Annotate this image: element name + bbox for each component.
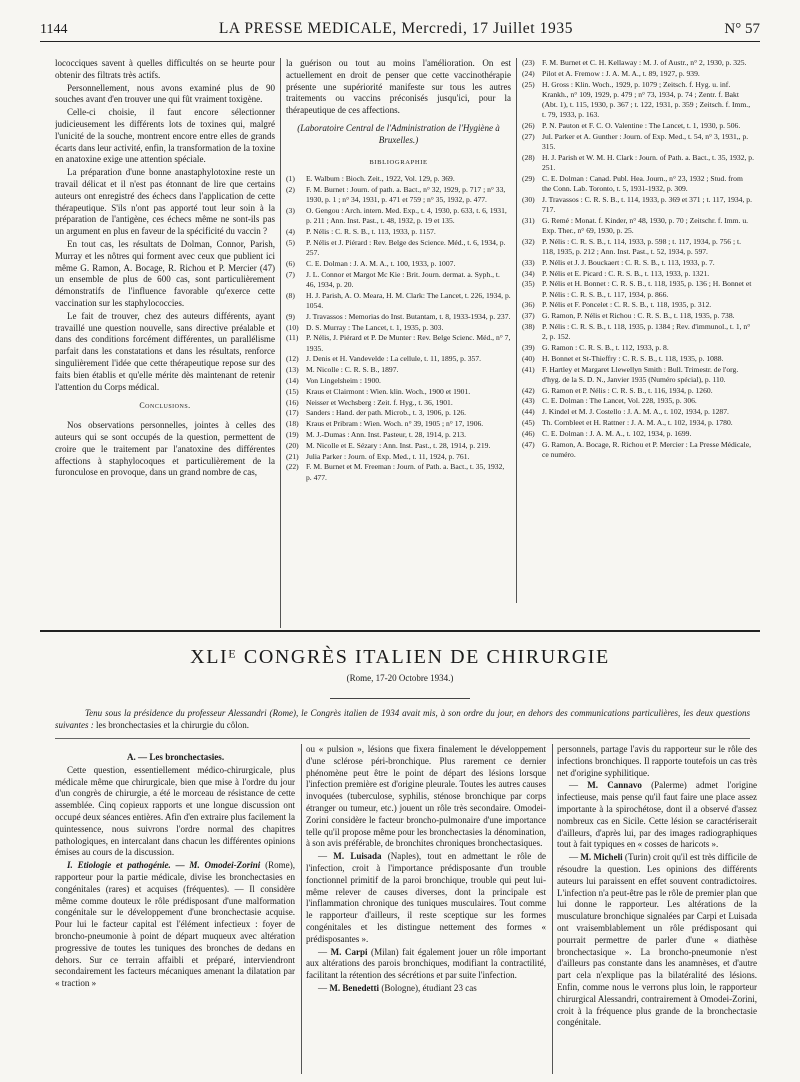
paragraph: Le fait de trouver, chez des auteurs différents, ayant travaillé une question nouvelle, sans directive préalable et dans des conditions forcément différentes, un parallélisme parfait dans les constatations et dans les résultats, renforce singulièrement l'idée que cette thérapeutique repose sur des faits bien établis et qu'elle mérite dès maintenant de retenir l'attention du Corps médical. <box>55 310 275 392</box>
bibliography-entry <box>522 279 754 299</box>
column-divider <box>516 58 517 603</box>
issue-number: N° 57 <box>724 21 760 37</box>
entry-text: C. E. Dolman : J. A. M. A., t. 102, 1934, p. 1699. <box>542 428 692 438</box>
section-rule <box>55 738 750 739</box>
entry-text: J. Travassos : Memorias do Inst. Butantam, t. 8, 1933-1934, p. 237. <box>306 311 511 321</box>
bibliography-entry <box>286 323 511 333</box>
entry-number: (29) <box>522 173 535 183</box>
entry-number: (46) <box>522 428 535 438</box>
bibliography-heading: BIBLIOGRAPHIE <box>369 158 428 166</box>
entry-number: (24) <box>522 68 535 78</box>
bibliography-entry <box>522 343 754 353</box>
entry-number: (1) <box>286 174 295 184</box>
congress-column-2: ou « pulsion », lésions que fixera finalement le développement d'une sclérose péri-bronchique. Plus rarement ce dernier phénomène peut être le point de départ des lésions lorsque l'infection première est d'origine pleurale. Toutes les autres causes invoquées (tuberculose, syphilis, sténose bronchique par corps étranger ou tumeur, etc.) jouent un rôle très secondaire. Omodei-Zorini considère le facteur broncho-pulmonaire d'une importance telle qu'il propose même pour les bronchectasies la dénomination, à son avis préférable, de bronchites chroniques bronchectasiques. — M. Luisada (Naples), tout en admettant le rôle de l'infection, croit à l'importance prédisposante d'un trouble fonctionnel primitif de la paroi bronchique, trouble qui peut lui-même relever de causes diverses, dont la principale est l'inflammation chronique des tuniques musculaires. Tout comme le rapporteur d'ailleurs, il reste sceptique sur les formes congénitales et les distingue nettement des formes « prédisposantes ». — M. Carpi (Milan) fait également jouer un rôle important aux altérations des parois bronchiques, modifiant la contractilité, facilitant la rétention des sécrétions et par suite l'infection. — M. Benedetti (Bologne), étudiant 23 cas <box>306 744 546 993</box>
entry-text: M. Nicolle : C. R. S. B., 1897. <box>306 365 399 375</box>
section-rule <box>40 630 760 632</box>
bibliography-entry <box>522 69 754 79</box>
entry-text: J. Denis et H. Vandevelde : La cellule, t. 11, 1895, p. 357. <box>306 354 482 364</box>
entry-number: (18) <box>286 419 299 429</box>
entry-text: E. Walbum : Bioch. Zeit., 1922, Vol. 129, p. 369. <box>306 174 455 184</box>
entry-text: G. Ramon, A. Bocage, R. Richou et P. Mercier : La Presse Médicale, ce numéro. <box>542 439 751 459</box>
bibliography-entry <box>522 365 754 385</box>
bibliography-entry <box>286 333 511 353</box>
paragraph: Celle-ci choisie, il faut encore sélectionner judicieusement les différents lots de toxines qui, malgré l'unicité de la souche, montrent encore entre elles de grands écarts dans leur activité, enfin, la transformation de la toxine en anatoxine exige une attention spéciale. <box>55 107 275 165</box>
entry-number: (47) <box>522 439 535 449</box>
bibliography-entry <box>286 376 511 386</box>
paragraph: Personnellement, nous avons examiné plus de 90 souches avant d'en trouver une qui fût vraiment toxigène. <box>55 82 275 105</box>
entry-text: P. Nélis et F. Poncelet : C. R. S. B., t. 118, 1935, p. 312. <box>542 300 712 310</box>
entry-text: H. J. Parish et W. M. H. Clark : Journ. of Path. a. Bact., t. 35, 1932, p. 251. <box>542 152 754 172</box>
entry-text: P. Nélis : C. R. S. B., t. 118, 1935, p. 1384 ; Rev. d'immunol., t. 1, n° 2, p. 152. <box>542 321 751 342</box>
paragraph-text: (Palerme) admet l'origine infectieuse, mais pense qu'il faut faire une place assez importante à la spirochétose, dont il a observé d'assez nombreux cas en Sicile. Cette lésion se caractériserait d'ailleurs, d'après lui, par des images radiographiques tout à fait typiques en « cosses de haricots ». <box>557 780 757 850</box>
column-divider <box>301 744 302 1074</box>
page-header <box>40 20 760 42</box>
bibliography-entry <box>286 398 511 408</box>
conclusions-heading: Conclusions. <box>139 401 191 411</box>
entry-text: P. Nélis et J. Piérard : Rev. Belge des Science. Méd., t. 6, 1934, p. 257. <box>306 237 506 258</box>
entry-number: (34) <box>522 268 535 278</box>
bibliography-entry <box>522 80 754 121</box>
bibliography-entry <box>522 386 754 396</box>
entry-text: Julia Parker : Journ. of Exp. Med., t. 11, 1924, p. 761. <box>306 451 470 461</box>
bibliography-entry <box>522 396 754 406</box>
short-rule <box>330 698 470 699</box>
bibliography-entry <box>522 311 754 321</box>
section-heading: A. — Les bronchectasies. <box>127 752 225 762</box>
entry-text: H. J. Parish, A. O. Meara, H. M. Clark: The Lancet, t. 226, 1934, p. 1054. <box>306 290 511 310</box>
paragraph-text: (Bologne), étudiant 23 cas <box>379 982 477 993</box>
paragraph: la guérison ou tout au moins l'amélioration. On est actuellement en droit de penser que cette vaccinothérapie présente une supériorité manifeste sur tous les autres traitements ou vaccins préconisés jusqu'ici, pour la thérapeutique de ces affections. <box>286 58 511 116</box>
paragraph-text: (Rome), rapporteur pour la partie médicale, divise les bronchectasies en congénitales (rares) et acquises (fréquentes). — Il considère même comme douteux le rôle prédisposant d'une malformation congénitale sur le développement d'une bronchectasie acquise. Pour lui le facteur capital est l'élément infectieux : foyer de broncho-pneumonie à point de départ muqueux avec altération progressive de toutes les tuniques des bronches de dedans en dehors. Sur ce terrain affaibli et préparé, interviendront secondairement les facteurs mécaniques amenant la dilatation par « traction » <box>55 860 295 989</box>
entry-number: (35) <box>522 279 535 289</box>
paragraph-text: (Milan) fait également jouer un rôle important aux altérations des parois bronchiques, modifiant la contractilité, facilitant la rétention des sécrétions et par suite l'infection. <box>306 946 546 981</box>
bibliography-entry <box>522 153 754 173</box>
bibliography-entry <box>286 206 511 226</box>
entry-text: G. Remé : Monat. f. Kinder, n° 48, 1930, p. 70 ; Zeitschr. f. Imm. u. Exp. Ther., n° 69, 1930, p. 25. <box>542 215 749 235</box>
speaker-name: M. Carpi <box>330 946 368 957</box>
entry-text: F. Hartley et Margaret Llewellyn Smith : Bull. Trimestr. de l'org. d'hyg. de la S. D. N., Janvier 1935 (Numéro spécial), p. 110. <box>542 364 739 384</box>
entry-number: (31) <box>522 215 535 225</box>
entry-text: H. Bonnet et St-Thieffry : C. R. S. B., t. 118, 1935, p. 1088. <box>542 353 724 363</box>
bibliography-entry <box>286 227 511 237</box>
bibliography-entry <box>522 440 754 460</box>
entry-number: (15) <box>286 386 299 396</box>
speaker-name: M. Cannavo <box>587 780 642 791</box>
paragraph: ou « pulsion », lésions que fixera finalement le développement d'une sclérose péri-bronchique. Plus rarement ce dernier phénomène peut être le point de départ des lésions lorsque l'infection première est d'origine pleurale. Toutes les autres causes invoquées (tuberculose, syphilis, sténose bronchique par corps étranger ou tumeur, etc.) jouent un rôle très secondaire. Omodei-Zorini considère le facteur broncho-pulmonaire d'une importance telle qu'il propose même pour les bronchectasies la dénomination, à son avis préférable, de bronchites chroniques bronchectasiques. <box>306 744 546 849</box>
entry-number: (26) <box>522 121 535 130</box>
entry-number: (22) <box>286 462 299 472</box>
entry-number: (32) <box>522 236 535 246</box>
entry-number: (4) <box>286 227 295 237</box>
entry-text: J. Travassos : C. R. S. B., t. 114, 1933, p. 369 et 371 ; t. 117, 1934, p. 717. <box>542 194 752 214</box>
entry-text: C. E. Dolman : The Lancet, Vol. 228, 1935, p. 306. <box>542 396 697 406</box>
speaker-name: M. Benedetti <box>329 982 380 993</box>
bibliography-entry <box>286 259 511 269</box>
entry-text: M. Nicolle et E. Sézary : Ann. Inst. Past., t. 28, 1914, p. 219. <box>306 440 491 450</box>
bibliography-entry <box>522 269 754 279</box>
entry-number: (3) <box>286 206 295 216</box>
bibliography-entry <box>286 462 511 482</box>
congress-title: XLIᴱ CONGRÈS ITALIEN DE CHIRURGIE <box>190 646 610 668</box>
bibliography-entry <box>286 185 511 205</box>
article-column-2 <box>286 58 511 628</box>
entry-number: (16) <box>286 397 299 407</box>
paragraph: lococciques savent à quelles difficultés on se heurte pour obtenir des filtrats très actifs. <box>55 58 275 80</box>
bibliography-entry <box>522 237 754 257</box>
entry-number: (45) <box>522 417 535 427</box>
entry-number: (5) <box>286 237 295 247</box>
entry-number: (33) <box>522 257 535 267</box>
bibliography-entry <box>522 429 754 439</box>
entry-text: F. M. Burnet et C. H. Kellaway : M. J. of Austr., n° 2, 1930, p. 325. <box>542 58 747 67</box>
entry-number: (6) <box>286 258 295 268</box>
bibliography-entry <box>286 441 511 451</box>
publication-title: LA PRESSE MEDICALE, Mercredi, 17 Juillet 1935 <box>218 20 574 37</box>
bibliography-entry <box>522 132 754 152</box>
bibliography-entry <box>286 291 511 311</box>
bibliography-entry <box>286 354 511 364</box>
paragraph: En tout cas, les résultats de Dolman, Connor, Parish, Murray et les nôtres qui forment avec ceux que publient ici même G. Ramon, A. Bocage, R. Richou et P. Mercier (47) un ensemble de plus de 600 cas, sont particulièrement démonstratifs de l'influence favorable qu'exerce cette vaccination sur les staphylococcies. <box>55 238 275 308</box>
entry-text: C. E. Dolman : Canad. Publ. Hea. Journ., n° 23, 1932 ; Stud. from the Conn. Lab. Toronto, t. 5, 1931-1932, p. 309. <box>542 173 743 193</box>
entry-number: (43) <box>522 396 535 406</box>
paragraph-text: (Turin) croit qu'il est très difficile de résoudre la question. Les opinions des différents auteurs lui paraissent en effet souvent contradictoires. L'infection n'a peut-être pas le rôle de premier plan que lui donne le rapporteur. Les altérations de la musculature bronchique signalées par Carpi et Luisada ont vraisemblablement un rôle prédisposant qui pourrait permettre de parler d'une « diathèse bronchectasique ». La broncho-pneumonie n'est d'ailleurs pas constante dans les anamnèses, et d'autre part cela n'explique pas la bilatéralité des lésions. Enfin, comme nous le verrons plus loin, le rapporteur chirurgical Alessandri, contrairement à Omodei-Zorini, croit à la fréquence plus grande de la bronchectasie congénitale. <box>557 852 757 1028</box>
entry-text: C. E. Dolman : J. A. M. A., t. 100, 1933, p. 1007. <box>306 258 456 268</box>
entry-text: P. N. Pauton et F. C. O. Valentine : The Lancet, t. 1, 1930, p. 506. <box>542 121 741 130</box>
entry-number: (8) <box>286 290 295 300</box>
paragraph: La préparation d'une bonne anastaphylotoxine reste un travail délicat et il n'est pas étonnant de lire que certains auteurs ont enregistré des échecs dans l'application de cette thérapeutique. S'ils n'ont pas apporté tout leur soin à la préparation de l'antigène, ces échecs même ne sont-ils pas un argument en plus en faveur de la spécificité du vaccin ? <box>55 167 275 237</box>
entry-number: (13) <box>286 365 299 375</box>
entry-text: P. Nélis et H. Bonnet : C. R. S. B., t. 118, 1935, p. 136 ; H. Bonnet et P. Nélis : C. R. S. B., t. 117, 1934, p. 866. <box>542 279 752 299</box>
bibliography-entry <box>286 387 511 397</box>
column-divider <box>280 58 281 628</box>
entry-text: Kraus et Clairmont : Wien. klin. Woch., 1900 et 1901. <box>306 386 471 396</box>
entry-number: (2) <box>286 185 295 195</box>
entry-number: (39) <box>522 342 535 352</box>
bibliography-column-3 <box>522 58 754 598</box>
entry-number: (11) <box>286 333 299 343</box>
entry-number: (17) <box>286 408 299 418</box>
entry-number: (12) <box>286 354 299 364</box>
entry-text: Kraus et Pribram : Wien. Woch. n° 39, 1905 ; n° 17, 1906. <box>306 419 484 429</box>
congress-intro <box>55 708 750 732</box>
entry-number: (20) <box>286 440 299 450</box>
bibliography-entry <box>286 365 511 375</box>
page-number: 1144 <box>40 22 68 37</box>
bibliography-list <box>522 58 754 460</box>
speaker-name: M. Luisada <box>333 851 382 862</box>
intro-topics: les bronchectasies et la chirurgie du côlon. <box>93 719 250 730</box>
entry-text: Sanders : Hand. der path. Microb., t. 3, 1906, p. 126. <box>306 408 467 418</box>
bibliography-entry <box>286 430 511 440</box>
bibliography-entry <box>522 354 754 364</box>
entry-text: Jul. Parker et A. Gunther : Journ. of Exp. Med., t. 54, n° 3, 1931,, p. 315. <box>542 131 749 151</box>
congress-column-1 <box>55 744 295 1074</box>
bibliography-entry <box>522 418 754 428</box>
entry-number: (41) <box>522 364 535 374</box>
entry-number: (21) <box>286 451 299 461</box>
entry-number: (7) <box>286 269 295 279</box>
entry-text: G. Ramon, P. Nélis et Richou : C. R. S. B., t. 118, 1935, p. 738. <box>542 311 735 321</box>
congress-column-3: personnels, partage l'avis du rapporteur sur le rôle des infections bronchiques. Il rapporte toutefois un cas très net d'origine syphilitique. — M. Cannavo (Palerme) admet l'origine infectieuse, mais pense qu'il faut faire une place assez importante à la spirochétose, dont il a observé d'assez nombreux cas en Sicile. Cette lésion se caractériserait d'ailleurs, d'après lui, par des images radiographiques tout à fait typiques en « cosses de haricots ». — M. Micheli (Turin) croit qu'il est très difficile de résoudre la question. Les opinions des différents auteurs lui paraissent en effet souvent contradictoires. L'infection n'a peut-être pas le rôle de premier plan que lui donne le rapporteur. Les altérations de la musculature bronchique signalées par Carpi et Luisada ont vraisemblablement un rôle prédisposant qui pourrait permettre de parler d'une « diathèse bronchectasique ». La broncho-pneumonie n'est d'ailleurs pas constante dans les anamnèses, et d'autre part cela n'explique pas la bilatéralité des lésions. Enfin, comme nous le verrons plus loin, le rapporteur chirurgical Alessandri, contrairement à Omodei-Zorini, croit à la fréquence plus grande de la bronchectasie congénitale. <box>557 744 757 1028</box>
entry-text: Th. Cornbleet et H. Rattner : J. A. M. A., t. 102, 1934, p. 1780. <box>542 417 733 427</box>
entry-text: O. Gengou : Arch. intern. Med. Exp., t. 4, 1930, p. 633, t. 6, 1931, p. 211 ; Ann. Inst. Past., t. 48, 1932, p. 19 et 135. <box>306 206 507 226</box>
entry-number: (25) <box>522 79 535 89</box>
entry-text: M. J.-Dumas : Ann. Inst. Pasteur, t. 28, 1914, p. 213. <box>306 429 467 439</box>
entry-number: (27) <box>522 131 535 141</box>
entry-number: (10) <box>286 322 299 332</box>
paragraph: Nos observations personnelles, jointes à celles des auteurs qui se sont occupés de la question, permettent de croire que le traitement par l'anatoxine des différentes affections à staphylocoques et particulièrement de la furonculose en provoque, dans un grand nombre de cas, <box>55 420 275 478</box>
paragraph: Cette question, essentiellement médico-chirurgicale, plus médicale même que chirurgicale, bien que mise à l'ordre du jour d'un congrès de chirurgie, a été le morceau de résistance de cette assemblée. Cinq copieux rapports et une longue discussion ont occupé deux séances entières. Afin d'en extraire plus facilement la quintessence, nous suivrons l'ordre normal des chapitres pathologiques, en intercalant dans chacun les différentes opinions émises au cours de la discussion. <box>55 764 295 858</box>
entry-number: (14) <box>286 375 299 385</box>
entry-number: (36) <box>522 300 535 310</box>
entry-text: H. Gross : Klin. Woch., 1929, p. 1079 ; Zeitsch. f. Hyg. u. inf. Krankh., n° 109, 1929, p. 479 ; n° 73, 1934, p. 74 ; Zentr. f. Bakt (Abt. 1), t. 115, 1930, p. 367 ; t. 122, 1931, p. 359 ; Zeitsch. f. Imm., t. 79, 1933, p. 163. <box>542 79 751 120</box>
entry-text: G. Ramon : C. R. S. B., t. 112, 1933, p. 8. <box>542 342 669 352</box>
affiliation: (Laboratoire Central de l'Administration de l'Hygiène à Bruxelles.) <box>297 122 500 145</box>
bibliography-entry <box>522 300 754 310</box>
entry-number: (28) <box>522 152 535 162</box>
bibliography-entry <box>286 419 511 429</box>
bibliography-entry <box>286 408 511 418</box>
entry-number: (19) <box>286 429 299 439</box>
entry-text: Von Lingelsheim : 1900. <box>306 375 381 385</box>
bibliography-entry <box>522 216 754 236</box>
bibliography-entry <box>286 238 511 258</box>
entry-text: P. Nélis : C. R. S. B., t. 113, 1933, p. 1157. <box>306 227 436 237</box>
bibliography-entry <box>286 452 511 462</box>
entry-text: Neisser et Wechsberg : Zeit. f. Hyg., t. 36, 1901. <box>306 397 453 407</box>
entry-text: J. L. Connor et Margot Mc Kie : Brit. Journ. dermat. a. Syph., t. 46, 1934, p. 20. <box>306 269 500 289</box>
paragraph: personnels, partage l'avis du rapporteur sur le rôle des infections bronchiques. Il rapporte toutefois un cas très net d'origine syphilitique. <box>557 744 757 778</box>
entry-text: Pilot et A. Fremow : J. A. M. A., t. 89, 1927, p. 939. <box>542 68 700 78</box>
entry-number: (42) <box>522 385 535 395</box>
entry-text: P. Nélis : C. R. S. B., t. 114, 1933, p. 598 ; t. 117, 1934, p. 756 ; t. 118, 1935, p. 212 ; Ann. Inst. Past., t. 52, 1934, p. 597. <box>542 236 742 256</box>
entry-number: (44) <box>522 407 535 417</box>
bibliography-entry <box>286 174 511 184</box>
subsection-heading: I. Etiologie et pathogénie. — M. Omodei-Zorini <box>67 860 261 871</box>
bibliography-entry <box>522 258 754 268</box>
entry-text: F. M. Burnet : Journ. of path. a. Bact., n° 32, 1929, p. 717 ; n° 33, 1930, p. 1 ; n° 34, 1931, p. 471 et 759 ; n° 35, 1932, p. 477. <box>306 185 506 205</box>
article-column-1 <box>55 58 275 628</box>
entry-text: P. Nélis et J. J. Bouckaert : C. R. S. B., t. 113, 1933, p. 7. <box>542 257 715 267</box>
bibliography-list <box>286 174 511 482</box>
bibliography-entry <box>286 312 511 322</box>
entry-text: J. Kindel et M. J. Costello : J. A. M. A., t. 102, 1934, p. 1287. <box>542 407 729 417</box>
entry-number: (23) <box>522 58 535 67</box>
entry-number: (40) <box>522 353 535 363</box>
entry-number: (30) <box>522 194 535 204</box>
column-divider <box>552 744 553 1074</box>
bibliography-entry <box>522 121 754 131</box>
speaker-name: M. Micheli <box>580 852 623 863</box>
entry-text: F. M. Burnet et M. Freeman : Journ. of Path. a. Bact., t. 35, 1932, p. 477. <box>306 462 505 482</box>
bibliography-entry <box>522 322 754 342</box>
entry-text: P. Nélis et E. Picard : C. R. S. B., t. 113, 1933, p. 1321. <box>542 268 710 278</box>
bibliography-entry <box>522 174 754 194</box>
entry-text: P. Nélis, J. Piérard et P. De Munter : Rev. Belge Scienc. Méd., n° 7, 1935. <box>306 333 511 353</box>
entry-number: (37) <box>522 311 535 321</box>
entry-text: G. Ramon et P. Nélis : C. R. S. B., t. 116, 1934, p. 1260. <box>542 385 713 395</box>
entry-number: (9) <box>286 311 295 321</box>
entry-text: D. S. Murray : The Lancet, t. 1, 1935, p. 303. <box>306 322 444 332</box>
bibliography-entry <box>522 195 754 215</box>
entry-number: (38) <box>522 321 535 331</box>
bibliography-entry <box>286 270 511 290</box>
congress-subtitle: (Rome, 17-20 Octobre 1934.) <box>346 673 454 683</box>
intro-text: Tenu sous la présidence du professeur Alessandri (Rome), le Congrès italien de 1934 avait mis, à son ordre du jour, en dehors des communications particulières, les deux questions suivantes : <box>55 708 750 730</box>
bibliography-entry <box>522 407 754 417</box>
bibliography-entry <box>522 58 754 68</box>
paragraph-text: (Naples), tout en admettant le rôle de l'infection, croit à l'importance prédisposante d'un trouble fonctionnel primitif de la paroi bronchique, trouble qui peut lui-même relever de causes diverses, dont la principale est l'inflammation chronique des tuniques musculaires. Tout comme le rapporteur d'ailleurs, il reste sceptique sur les formes congénitales et les distingue nettement des formes « prédisposantes ». <box>306 851 546 944</box>
